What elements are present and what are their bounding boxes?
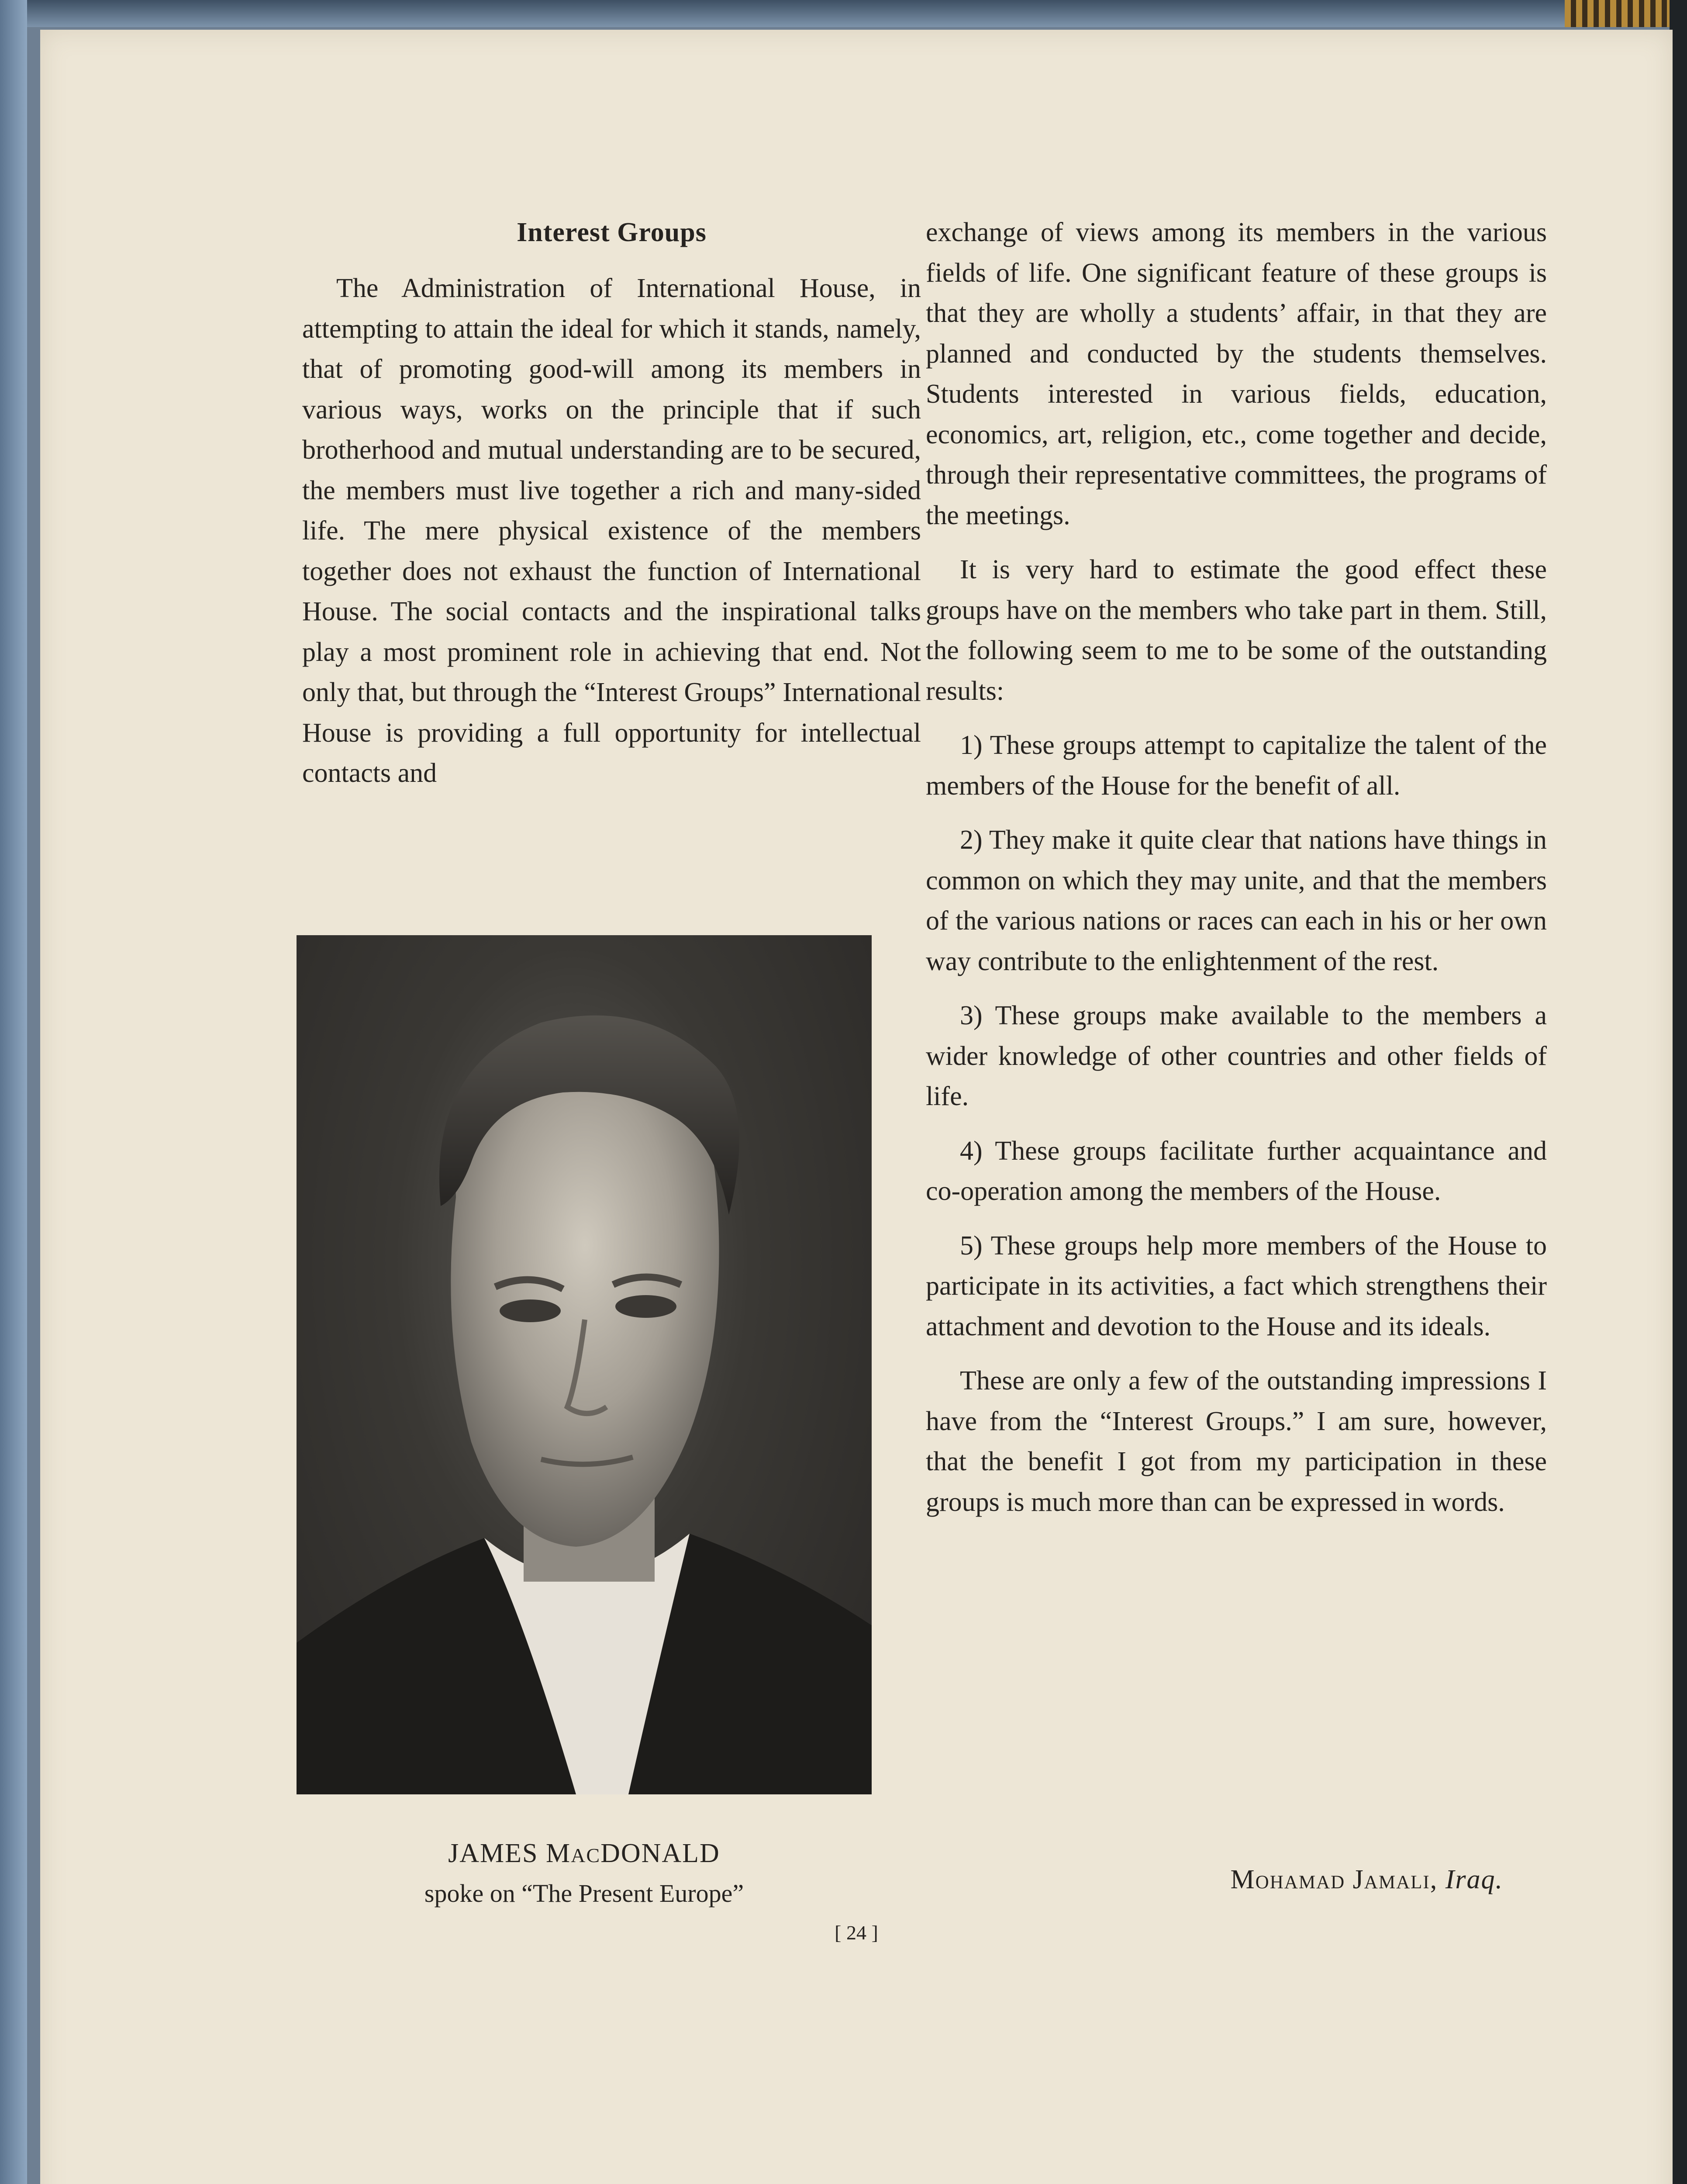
caption-name <box>297 1834 872 1875</box>
left-column <box>302 212 921 808</box>
page-number: [ 24 ] <box>835 1921 878 1944</box>
list-item: 3) These groups make available to the members a wider knowledge of other countries and other fields of life. <box>926 1001 1547 1111</box>
caption-name-smallcaps: AC <box>571 1844 601 1866</box>
caption-name-part: DONALD <box>600 1838 720 1868</box>
intro-paragraph: The Administration of International House, in attempting to attain the ideal for which it stands, namely, that of promoting good-will among its members in various ways, works on the principle that if such brotherhood and mutual understanding are to be secured, the members must live together a rich and many-sided life. The mere physical existence of the members together does not exhaust the function of International House. The social contacts and the inspirational talks play a most prominent role in achieving that end. Not only that, but through the “Interest Groups” International House is providing a full opportunity for intellectual contacts and <box>302 273 921 788</box>
portrait-photo <box>297 935 872 1794</box>
caption-subtitle: spoke on “The Present Europe” <box>424 1879 744 1908</box>
author-country: Iraq. <box>1445 1865 1503 1894</box>
book-spine-top <box>1565 0 1670 27</box>
paragraph: exchange of views among its members in the various fields of life. One significant feature of these groups is that they are wholly a students’ affair, in that they are planned and conducted by the students themselves. Students interested in various fields, education, economics, art, religion, etc., come together and decide, through their representative committees, the programs of the meetings. <box>926 218 1547 530</box>
author-name: Mohamad Jamali, <box>1230 1865 1438 1894</box>
paragraph: These are only a few of the outstanding impressions I have from the “Interest Groups.” I am sure, however, that the benefit I got from my participation in these groups is much more than can be expressed in words. <box>926 1366 1547 1517</box>
list-item: 5) These groups help more members of the House to participate in its activities, a fact which strengthens their attachment and devotion to the House and its ideals. <box>926 1230 1547 1341</box>
photo-caption <box>297 1834 872 1912</box>
list-item: 1) These groups attempt to capitalize the talent of the members of the House for the benefit of all. <box>926 730 1547 801</box>
page <box>40 30 1673 2184</box>
portrait-illustration <box>297 935 872 1794</box>
caption-name-part: JAMES M <box>448 1838 571 1868</box>
right-column <box>926 212 1547 1536</box>
list-item: 2) They make it quite clear that nations have things in common on which they may unite, and that the members of the various nations or races can each in his or her own way contribute to the enlightenment of the rest. <box>926 825 1547 976</box>
scan-edge-top <box>0 0 1687 27</box>
list-item: 4) These groups facilitate further acquaintance and co-operation among the members of the House. <box>926 1136 1547 1206</box>
section-heading: Interest Groups <box>517 218 707 247</box>
paragraph: It is very hard to estimate the good effect these groups have on the members who take part in them. Still, the following seem to me to be some of the outstanding results: <box>926 555 1547 706</box>
author-signature <box>926 1864 1503 1895</box>
scan-edge-left <box>0 0 27 2184</box>
